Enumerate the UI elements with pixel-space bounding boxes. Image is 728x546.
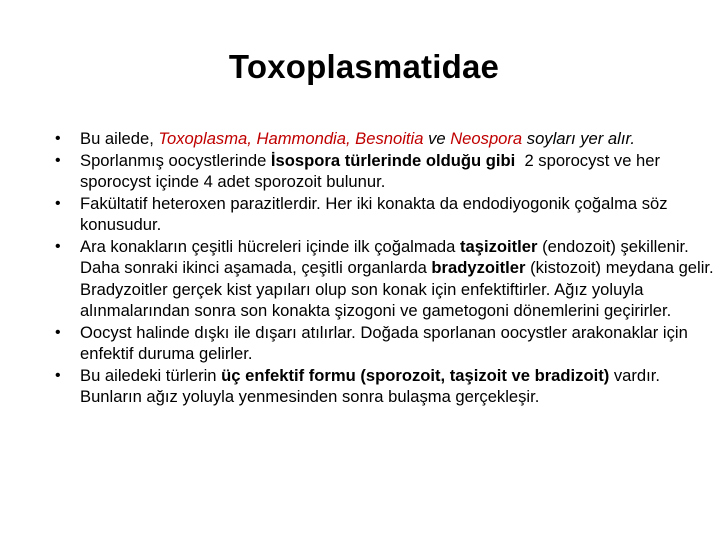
bullet-text: Fakültatif heteroxen parazitlerdir. Her iki konakta da endodiyogonik çoğalma söz konusudur. [80, 193, 668, 234]
bullet-item [52, 236, 720, 322]
bullet-list [52, 128, 720, 408]
bullet-dot-icon: • [55, 366, 61, 384]
bullet-text: (endozoit) şekillenir. Daha sonraki ikinci aşamada, çeşitli organlarda [80, 236, 689, 277]
bullet-text: Oocyst halinde dışkı ile dışarı atılırlar. Doğada sporlanan oocystler arakonaklar için enfektif duruma gelirler. [80, 322, 688, 363]
bullet-dot-icon: • [55, 130, 61, 147]
bold-text: İsospora türlerinde olduğu gibi [270, 150, 516, 170]
bullet-dot-icon: • [55, 194, 61, 212]
genus-names: Toxoplasma, Hammondia, Besnoitia [158, 129, 424, 148]
slide-title: Toxoplasmatidae [228, 48, 500, 85]
bullet-text: vardır. Bunların ağız yoluyla yenmesinden sonra bulaşma gerçekleşir. [80, 365, 660, 406]
bullet-text: soyları yer alır. [522, 129, 635, 148]
bullet-text: Bu ailede, [80, 129, 159, 148]
bullet-item [52, 150, 720, 193]
bullet-item [52, 365, 720, 408]
bullet-text: (kistozoit) meydana gelir. Bradyzoitler gerçek kist yapıları olup son konak için enfektiftirler. Ağız yoluyla alınmalarından sonra son konakta şizogoni ve gametogoni dönemlerini geçirirler. [80, 258, 714, 320]
bullet-item [52, 128, 720, 150]
bullet-text: Bu ailedeki türlerin [80, 365, 222, 385]
bold-text: taşizoitler [460, 236, 538, 256]
bullet-item [52, 322, 720, 365]
bullet-text: Ara konakların çeşitli hücreleri içinde ilk çoğalmada [80, 236, 460, 256]
bullet-dot-icon: • [55, 237, 61, 255]
bold-text: üç enfektif formu (sporozoit, taşizoit ve bradizoit) [221, 365, 610, 385]
bullet-dot-icon: • [55, 323, 61, 341]
bullet-dot-icon: • [55, 151, 61, 169]
bullet-text: 2 sporocyst ve her sporocyst içinde 4 adet sporozoit bulunur. [80, 150, 665, 191]
bullet-text: ve [423, 129, 451, 148]
bold-text: bradyzoitler [431, 258, 526, 277]
bullet-text: Sporlanmış oocystlerinde [80, 150, 271, 170]
genus-name: Neospora [450, 129, 523, 148]
bullet-item [52, 193, 720, 236]
